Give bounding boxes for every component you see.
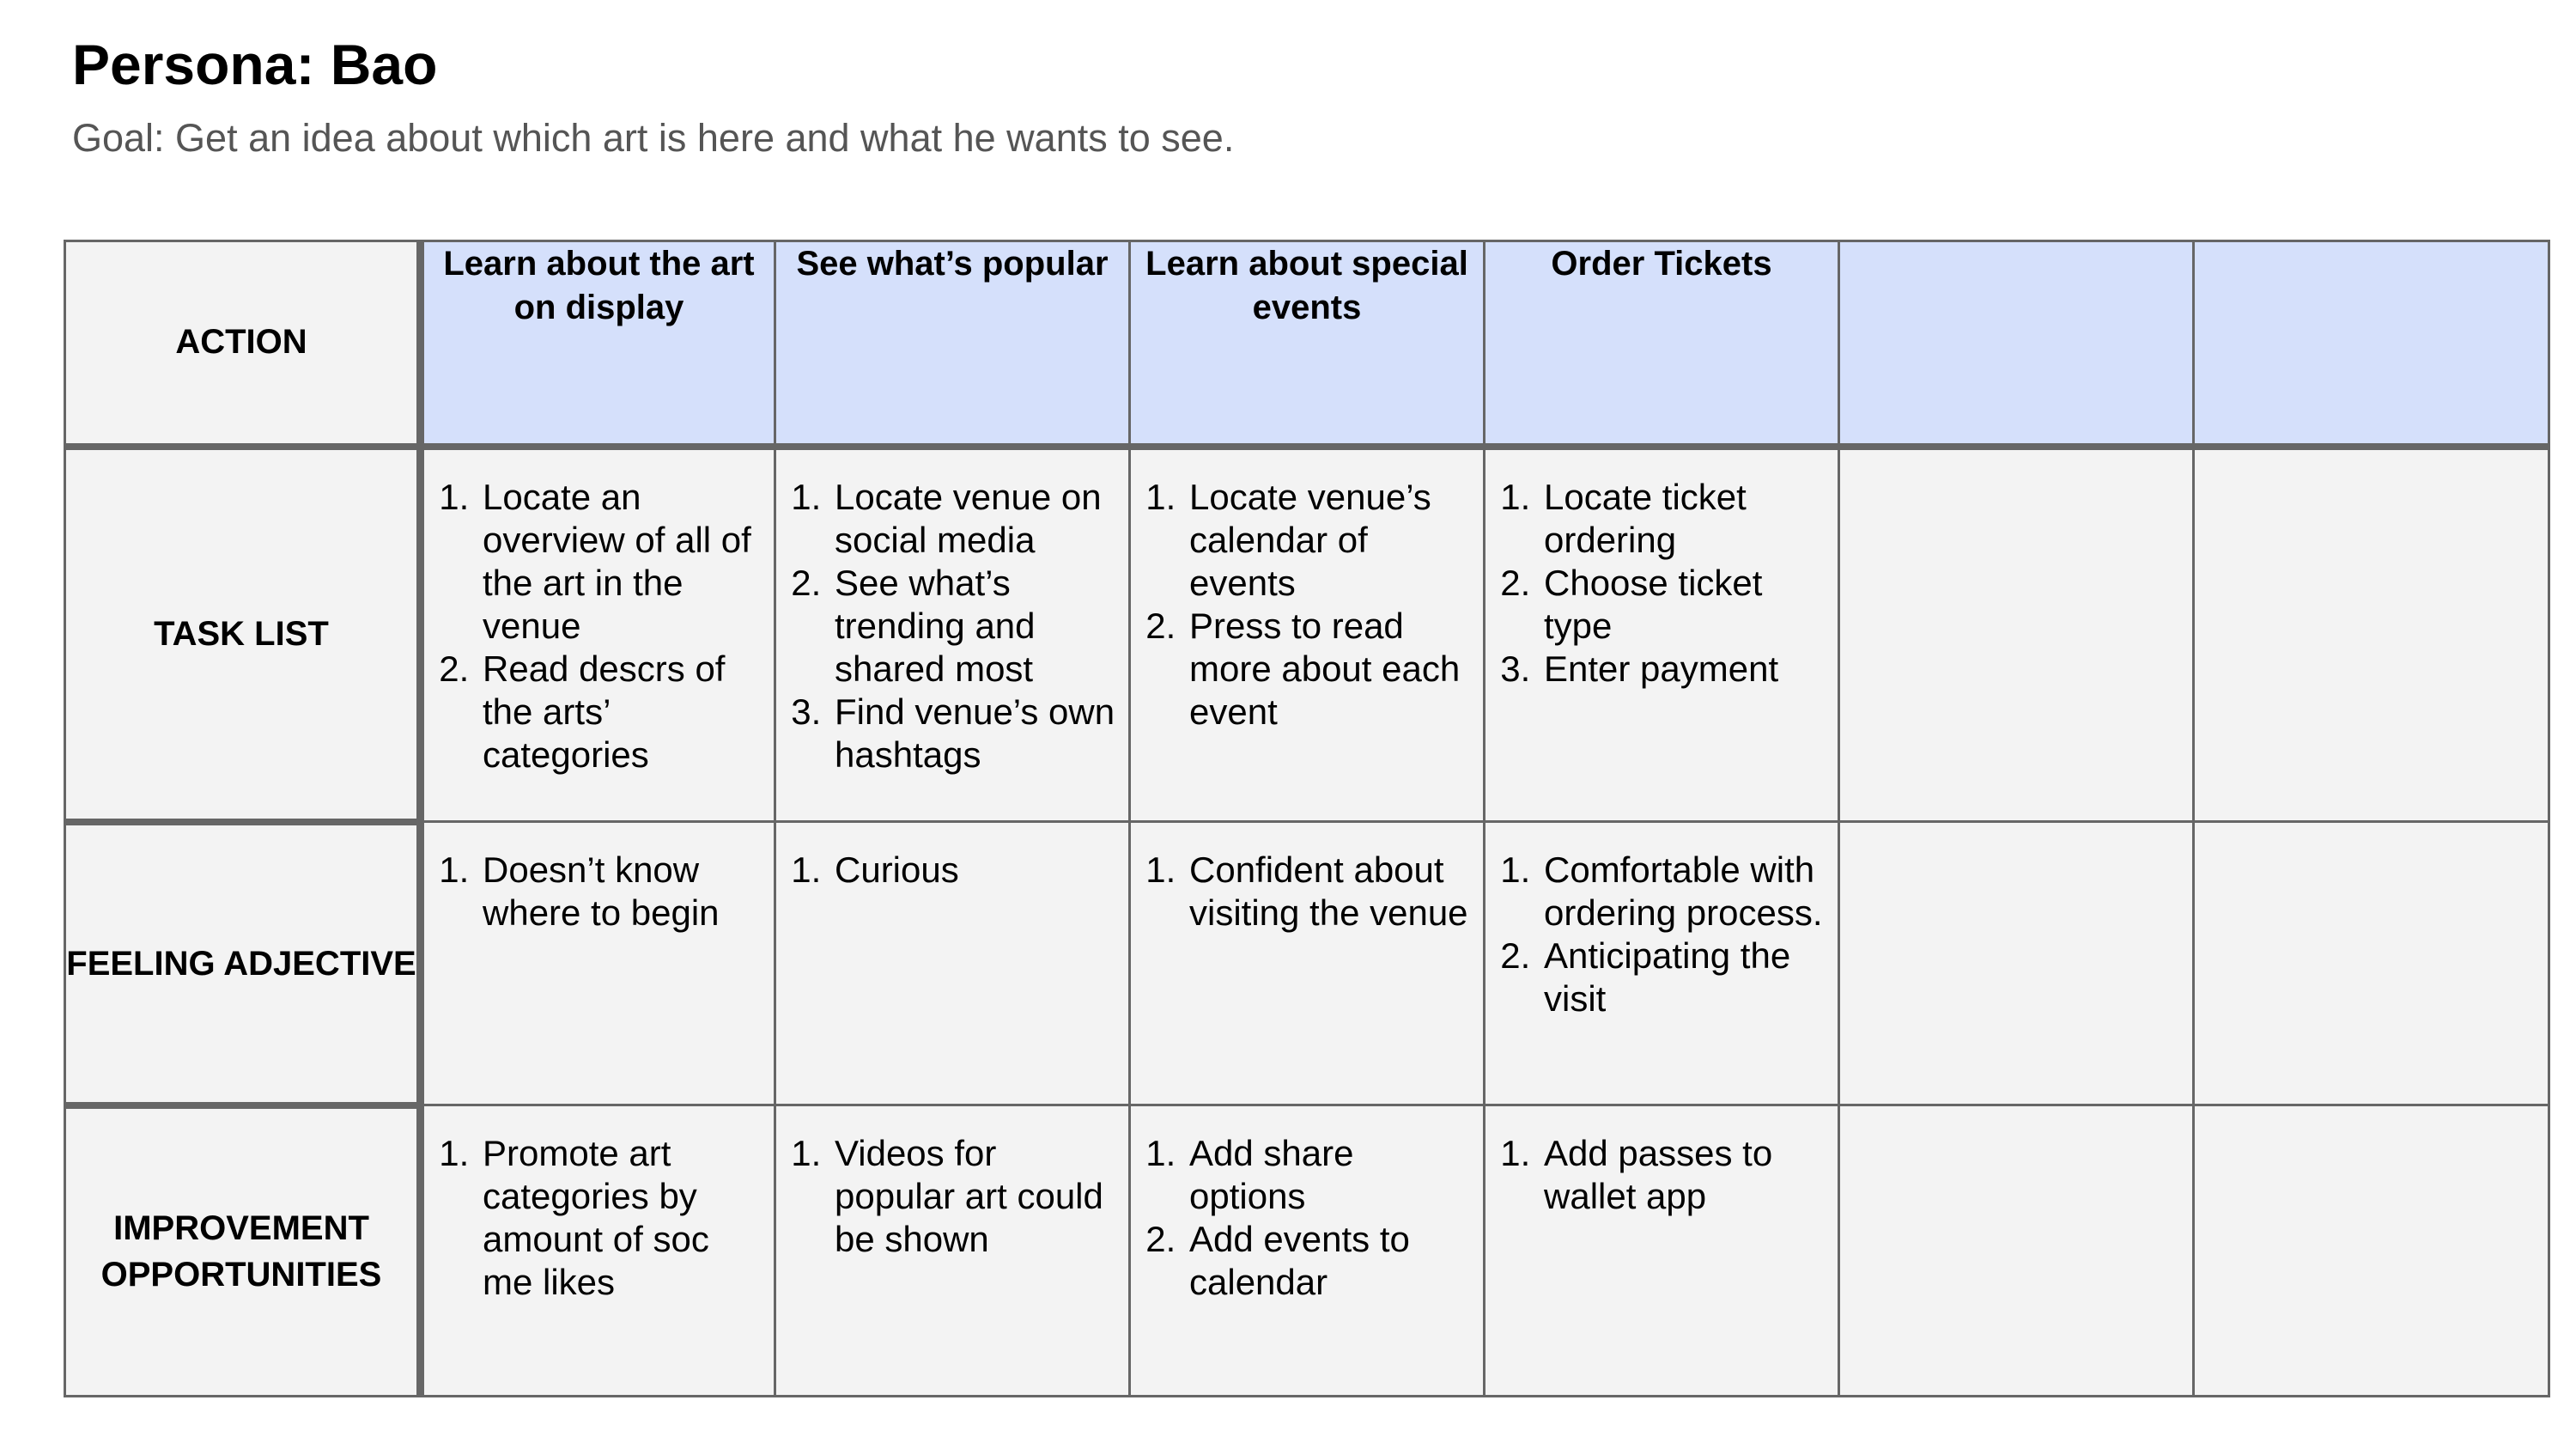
feeling-list (424, 823, 774, 935)
empty-cell (1839, 447, 2194, 822)
row-label-improvement-opportunities: IMPROVEMENT OPPORTUNITIES (65, 1105, 421, 1397)
column-header-empty-1 (1839, 241, 2194, 447)
list-item: 2. Add events to calendar (1186, 1218, 1476, 1304)
empty-cell (2194, 447, 2549, 822)
column-header-special-events: Learn about special events (1130, 241, 1485, 447)
list-item: 2. See what’s trending and shared most (831, 562, 1121, 691)
list-item: 3. Find venue’s own hashtags (831, 691, 1121, 776)
task-list-cell (775, 447, 1130, 822)
list-item: 3. Enter payment (1540, 648, 1831, 691)
list-item: 1. Promote art categories by amount of soc me likes (479, 1132, 767, 1304)
feeling-cell (1130, 822, 1485, 1105)
empty-cell (2194, 1105, 2549, 1397)
list-item: 1. Locate an overview of all of the art in the venue (479, 476, 767, 648)
list-item: 2. Press to read more about each event (1186, 605, 1476, 734)
list-item: 2. Anticipating the visit (1540, 935, 1831, 1020)
feeling-adjective-row (65, 822, 2549, 1105)
persona-goal: Goal: Get an idea about which art is here and what he wants to see. (72, 116, 1235, 160)
improvement-cell (1130, 1105, 1485, 1397)
improvement-cell (775, 1105, 1130, 1397)
list-item: 2. Read descrs of the arts’ categories (479, 648, 767, 776)
list-item: 1. Add share options (1186, 1132, 1476, 1218)
task-list (1485, 450, 1838, 691)
list-item: 1. Add passes to wallet app (1540, 1132, 1831, 1218)
task-list-cell (1130, 447, 1485, 822)
row-label-action: ACTION (65, 241, 421, 447)
list-item: 1. Confident about visiting the venue (1186, 849, 1476, 935)
empty-cell (1839, 822, 2194, 1105)
improvement-list (424, 1106, 774, 1304)
column-header-learn-art: Learn about the art on display (421, 241, 775, 447)
list-item: 1. Locate ticket ordering (1540, 476, 1831, 562)
column-header-empty-2 (2194, 241, 2549, 447)
row-label-task-list: TASK LIST (65, 447, 421, 822)
feeling-cell (421, 822, 775, 1105)
improvement-list (1131, 1106, 1483, 1304)
improvement-cell (1485, 1105, 1839, 1397)
list-item: 1. Videos for popular art could be shown (831, 1132, 1121, 1261)
feeling-cell (775, 822, 1130, 1105)
list-item: 2. Choose ticket type (1540, 562, 1831, 648)
column-header-see-popular: See what’s popular (775, 241, 1130, 447)
empty-cell (1839, 1105, 2194, 1397)
list-item: 1. Locate venue’s calendar of events (1186, 476, 1476, 605)
task-list (424, 450, 774, 776)
user-journey-map-table (64, 240, 2550, 1397)
row-label-feeling-adjective: FEELING ADJECTIVE (65, 822, 421, 1105)
task-list (1131, 450, 1483, 734)
feeling-list (1485, 823, 1838, 1020)
list-item: 1. Curious (831, 849, 1121, 892)
feeling-list (776, 823, 1128, 892)
improvement-list (776, 1106, 1128, 1261)
improvement-list (1485, 1106, 1838, 1218)
improvement-cell (421, 1105, 775, 1397)
task-list-row (65, 447, 2549, 822)
column-header-order-tickets: Order Tickets (1485, 241, 1839, 447)
task-list-cell (1485, 447, 1839, 822)
task-list-cell (421, 447, 775, 822)
header-row (65, 241, 2549, 447)
feeling-list (1131, 823, 1483, 935)
improvement-opportunities-row (65, 1105, 2549, 1397)
empty-cell (2194, 822, 2549, 1105)
list-item: 1. Comfortable with ordering process. (1540, 849, 1831, 935)
feeling-cell (1485, 822, 1839, 1105)
list-item: 1. Locate venue on social media (831, 476, 1121, 562)
task-list (776, 450, 1128, 776)
page-title: Persona: Bao (72, 33, 438, 96)
list-item: 1. Doesn’t know where to begin (479, 849, 767, 935)
